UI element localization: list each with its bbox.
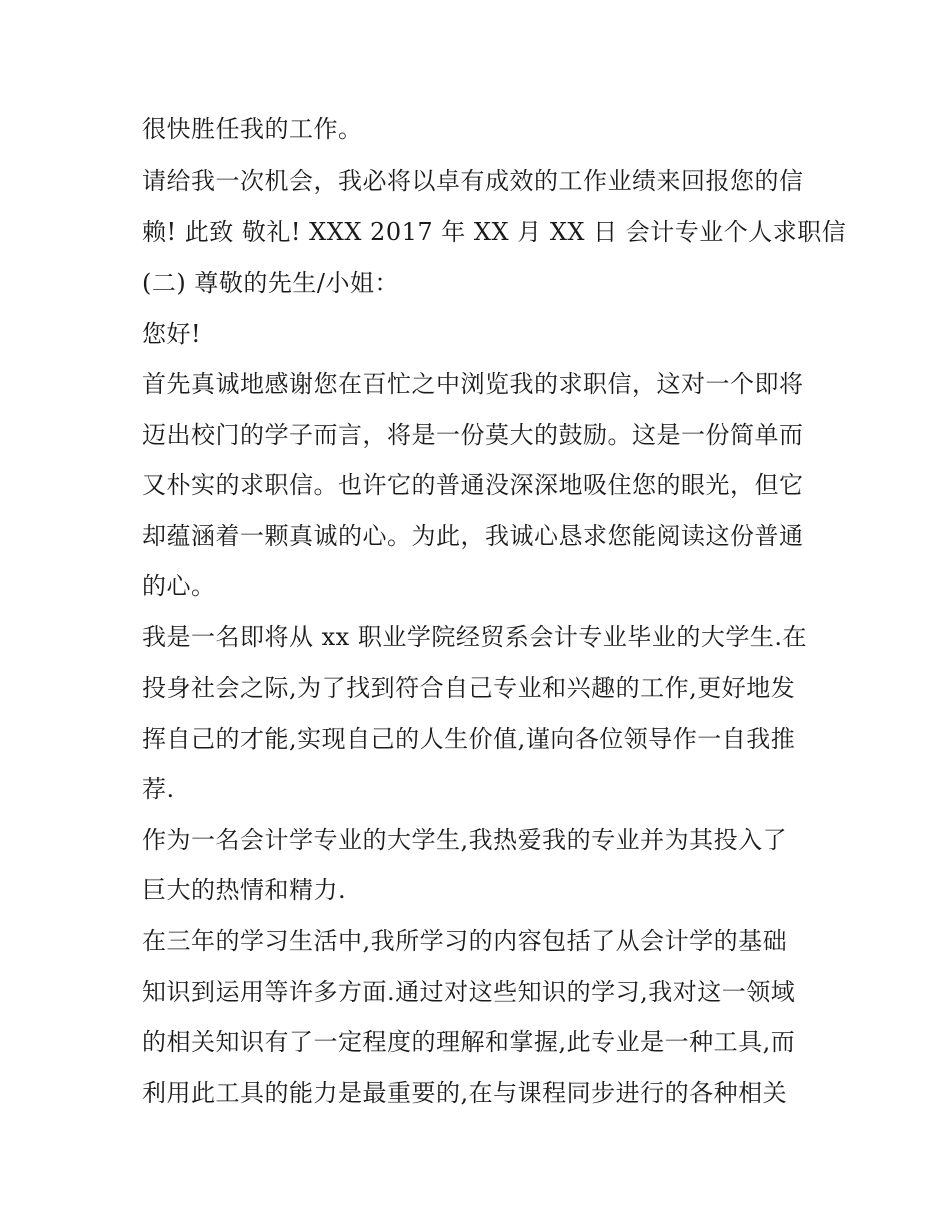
text-line: 的相关知识有了一定程度的理解和掌握,此专业是一种工具,而	[142, 1028, 796, 1056]
text-line: 巨大的热情和精力.	[142, 876, 347, 904]
text-line: 作为一名会计学专业的大学生,我热爱我的专业并为其投入了	[142, 826, 788, 854]
text-line: 迈出校门的学子而言，将是一份莫大的鼓励。这是一份简单而	[142, 421, 804, 449]
text-line: 利用此工具的能力是最重要的,在与课程同步进行的各种相关	[142, 1079, 788, 1107]
text-line: 很快胜任我的工作。	[142, 115, 363, 143]
text-line: 的心。	[142, 572, 216, 600]
text-line: (二) 尊敬的先生/小姐：	[142, 269, 399, 297]
text-line: 知识到运用等许多方面.通过对这些知识的学习,我对这一领域	[142, 978, 796, 1006]
text-line: 您好!	[142, 320, 202, 348]
text-line: 又朴实的求职信。也许它的普通没深深地吸住您的眼光，但它	[142, 471, 804, 499]
text-line: 赖! 此致 敬礼! XXX 2017 年 XX 月 XX 日 会计专业个人求职信	[142, 218, 847, 246]
text-line: 我是一名即将从 xx 职业学院经贸系会计专业毕业的大学生.在	[142, 623, 807, 651]
text-line: 首先真诚地感谢您在百忙之中浏览我的求职信，这对一个即将	[142, 370, 804, 398]
text-line: 请给我一次机会，我必将以卓有成效的工作业绩来回报您的信	[142, 167, 804, 195]
text-line: 在三年的学习生活中,我所学习的内容包括了从会计学的基础	[142, 927, 788, 955]
text-line: 挥自己的才能,实现自己的人生价值,谨向各位领导作一自我推	[142, 725, 796, 753]
text-line: 荐.	[142, 775, 175, 803]
text-line: 却蕴涵着一颗真诚的心。为此，我诚心恳求您能阅读这份普通	[142, 522, 804, 550]
text-line: 投身社会之际,为了找到符合自己专业和兴趣的工作,更好地发	[142, 674, 796, 702]
